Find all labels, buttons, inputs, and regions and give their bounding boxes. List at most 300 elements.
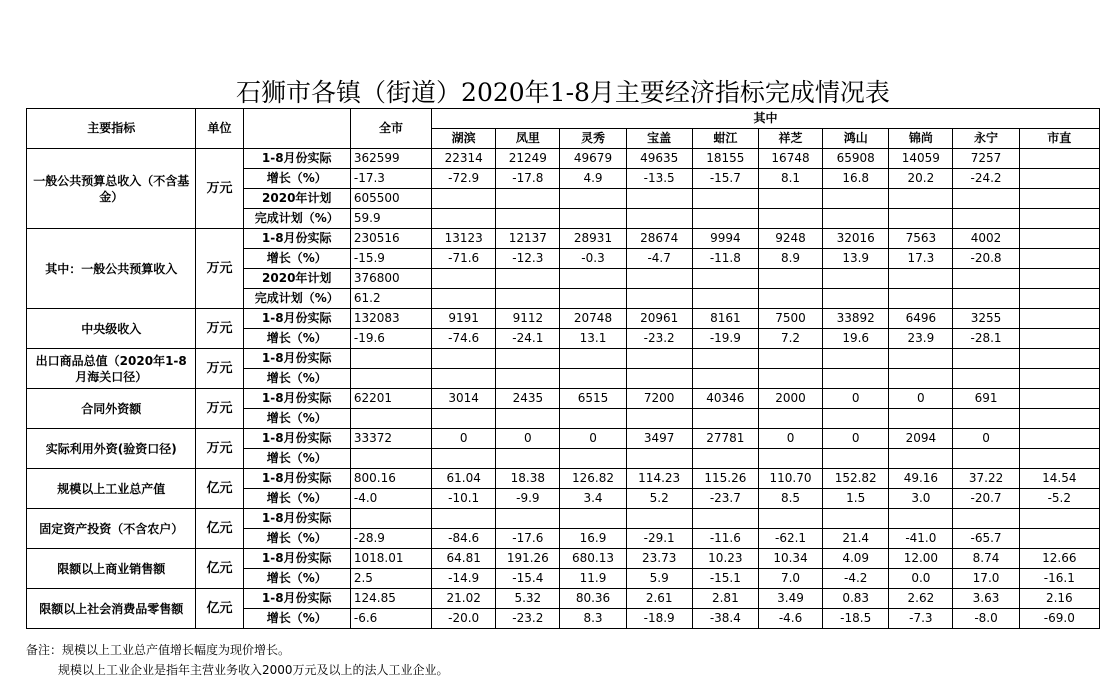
indicator-name: 一般公共预算总收入（不含基金） <box>27 149 196 229</box>
town-value-cell: 8.1 <box>758 169 822 189</box>
town-value-cell <box>626 409 692 429</box>
town-value-cell <box>1019 169 1099 189</box>
town-value-cell <box>1019 429 1099 449</box>
town-value-cell <box>889 209 953 229</box>
total-value-cell: 362599 <box>350 149 431 169</box>
town-value-cell <box>953 209 1019 229</box>
town-value-cell: 18155 <box>692 149 758 169</box>
town-value-cell <box>1019 509 1099 529</box>
town-value-cell <box>1019 329 1099 349</box>
total-value-cell: 800.16 <box>350 469 431 489</box>
indicator-unit: 万元 <box>196 309 243 349</box>
town-value-cell: 0 <box>953 429 1019 449</box>
sub-indicator-label: 完成计划（%） <box>243 209 350 229</box>
town-value-cell <box>560 209 626 229</box>
town-value-cell <box>692 289 758 309</box>
town-value-cell <box>496 369 560 389</box>
town-value-cell: 12137 <box>496 229 560 249</box>
indicator-unit: 亿元 <box>196 589 243 629</box>
town-value-cell: 20961 <box>626 309 692 329</box>
town-value-cell: -29.1 <box>626 529 692 549</box>
header-indicator: 主要指标 <box>27 109 196 149</box>
town-value-cell <box>692 189 758 209</box>
table-row <box>27 469 1100 489</box>
town-value-cell <box>889 409 953 429</box>
town-value-cell <box>823 409 889 429</box>
town-value-cell <box>1019 349 1099 369</box>
town-value-cell: -14.9 <box>432 569 496 589</box>
town-value-cell <box>1019 209 1099 229</box>
town-value-cell <box>1019 369 1099 389</box>
town-value-cell: -4.2 <box>823 569 889 589</box>
total-value-cell: -28.9 <box>350 529 431 549</box>
town-value-cell: 27781 <box>692 429 758 449</box>
town-value-cell: -18.9 <box>626 609 692 629</box>
town-value-cell: 3.63 <box>953 589 1019 609</box>
town-value-cell: -11.8 <box>692 249 758 269</box>
town-value-cell <box>823 189 889 209</box>
town-value-cell <box>823 349 889 369</box>
town-value-cell <box>758 349 822 369</box>
town-value-cell: 0 <box>823 389 889 409</box>
town-value-cell: 7.0 <box>758 569 822 589</box>
town-value-cell: 19.6 <box>823 329 889 349</box>
header-total: 全市 <box>350 109 431 149</box>
town-value-cell: 16748 <box>758 149 822 169</box>
total-value-cell: 61.2 <box>350 289 431 309</box>
town-value-cell <box>496 449 560 469</box>
town-value-cell: 49.16 <box>889 469 953 489</box>
town-value-cell <box>496 289 560 309</box>
town-value-cell <box>758 409 822 429</box>
sub-indicator-label: 1-8月份实际 <box>243 229 350 249</box>
total-value-cell: 2.5 <box>350 569 431 589</box>
town-value-cell: -72.9 <box>432 169 496 189</box>
town-value-cell: 0 <box>758 429 822 449</box>
sub-indicator-label: 增长（%） <box>243 449 350 469</box>
town-value-cell: 20.2 <box>889 169 953 189</box>
town-value-cell: -20.7 <box>953 489 1019 509</box>
town-value-cell: 49679 <box>560 149 626 169</box>
header-town: 祥芝 <box>758 129 822 149</box>
town-value-cell: 0.0 <box>889 569 953 589</box>
indicator-unit: 亿元 <box>196 469 243 509</box>
sub-indicator-label: 1-8月份实际 <box>243 469 350 489</box>
header-town: 宝盖 <box>626 129 692 149</box>
town-value-cell: -23.2 <box>496 609 560 629</box>
indicator-name: 合同外资额 <box>27 389 196 429</box>
town-value-cell: 14.54 <box>1019 469 1099 489</box>
town-value-cell <box>889 509 953 529</box>
town-value-cell: 110.70 <box>758 469 822 489</box>
town-value-cell: 0 <box>560 429 626 449</box>
sub-indicator-label: 1-8月份实际 <box>243 549 350 569</box>
town-value-cell <box>560 269 626 289</box>
header-town: 灵秀 <box>560 129 626 149</box>
total-value-cell <box>350 369 431 389</box>
town-value-cell: -84.6 <box>432 529 496 549</box>
town-value-cell <box>953 509 1019 529</box>
town-value-cell: 691 <box>953 389 1019 409</box>
table-row <box>27 229 1100 249</box>
table-row <box>27 549 1100 569</box>
town-value-cell: 6496 <box>889 309 953 329</box>
town-value-cell: -17.6 <box>496 529 560 549</box>
town-value-cell: 2.81 <box>692 589 758 609</box>
header-row <box>27 109 1100 129</box>
town-value-cell: 18.38 <box>496 469 560 489</box>
header-town: 蚶江 <box>692 129 758 149</box>
town-value-cell <box>626 289 692 309</box>
town-value-cell: 13123 <box>432 229 496 249</box>
town-value-cell: 126.82 <box>560 469 626 489</box>
town-value-cell <box>432 209 496 229</box>
town-value-cell: 152.82 <box>823 469 889 489</box>
town-value-cell: 6515 <box>560 389 626 409</box>
town-value-cell: 680.13 <box>560 549 626 569</box>
town-value-cell <box>953 349 1019 369</box>
town-value-cell <box>953 269 1019 289</box>
town-value-cell <box>432 269 496 289</box>
town-value-cell: 64.81 <box>432 549 496 569</box>
sub-indicator-label: 1-8月份实际 <box>243 589 350 609</box>
town-value-cell <box>1019 149 1099 169</box>
table-row <box>27 349 1100 369</box>
town-value-cell: -0.3 <box>560 249 626 269</box>
town-value-cell: 20748 <box>560 309 626 329</box>
town-value-cell: 4.9 <box>560 169 626 189</box>
town-value-cell: 33892 <box>823 309 889 329</box>
town-value-cell <box>692 269 758 289</box>
town-value-cell: 65908 <box>823 149 889 169</box>
total-value-cell: 376800 <box>350 269 431 289</box>
town-value-cell <box>889 349 953 369</box>
town-value-cell: 8.5 <box>758 489 822 509</box>
town-value-cell: 4.09 <box>823 549 889 569</box>
town-value-cell: -18.5 <box>823 609 889 629</box>
town-value-cell: 2.61 <box>626 589 692 609</box>
sub-indicator-label: 完成计划（%） <box>243 289 350 309</box>
indicator-unit: 万元 <box>196 149 243 229</box>
town-value-cell: 8.9 <box>758 249 822 269</box>
page-title: 石狮市各镇（街道）2020年1-8月主要经济指标完成情况表 <box>236 78 890 107</box>
town-value-cell: -11.6 <box>692 529 758 549</box>
town-value-cell: 0 <box>432 429 496 449</box>
town-value-cell <box>1019 249 1099 269</box>
town-value-cell <box>692 409 758 429</box>
indicator-name: 固定资产投资（不含农户） <box>27 509 196 549</box>
town-value-cell <box>758 269 822 289</box>
town-value-cell: -20.0 <box>432 609 496 629</box>
indicator-name: 其中：一般公共预算收入 <box>27 229 196 309</box>
sub-indicator-label: 增长（%） <box>243 329 350 349</box>
town-value-cell <box>758 449 822 469</box>
town-value-cell: -16.1 <box>1019 569 1099 589</box>
town-value-cell: -62.1 <box>758 529 822 549</box>
town-value-cell <box>692 209 758 229</box>
town-value-cell: 3255 <box>953 309 1019 329</box>
town-value-cell: -9.9 <box>496 489 560 509</box>
town-value-cell: 16.8 <box>823 169 889 189</box>
town-value-cell: 8161 <box>692 309 758 329</box>
footnote: 规模以上工业企业是指年主营业务收入2000万元及以上的法人工业企业。 <box>58 663 449 677</box>
town-value-cell <box>626 369 692 389</box>
town-value-cell: 2.62 <box>889 589 953 609</box>
town-value-cell <box>889 369 953 389</box>
town-value-cell <box>626 189 692 209</box>
town-value-cell <box>758 209 822 229</box>
town-value-cell: -74.6 <box>432 329 496 349</box>
indicator-name: 中央级收入 <box>27 309 196 349</box>
town-value-cell: 114.23 <box>626 469 692 489</box>
town-value-cell <box>1019 229 1099 249</box>
town-value-cell <box>626 349 692 369</box>
table-row <box>27 509 1100 529</box>
town-value-cell <box>560 449 626 469</box>
town-value-cell: -20.8 <box>953 249 1019 269</box>
total-value-cell <box>350 349 431 369</box>
town-value-cell <box>758 189 822 209</box>
sub-indicator-label: 增长（%） <box>243 169 350 189</box>
town-value-cell: -24.1 <box>496 329 560 349</box>
town-value-cell: 0.83 <box>823 589 889 609</box>
town-value-cell: 191.26 <box>496 549 560 569</box>
header-unit: 单位 <box>196 109 243 149</box>
town-value-cell: 8.74 <box>953 549 1019 569</box>
total-value-cell: 605500 <box>350 189 431 209</box>
town-value-cell: 9248 <box>758 229 822 249</box>
town-value-cell: -15.1 <box>692 569 758 589</box>
town-value-cell: 10.23 <box>692 549 758 569</box>
sub-indicator-label: 1-8月份实际 <box>243 309 350 329</box>
town-value-cell: 3497 <box>626 429 692 449</box>
sub-indicator-label: 增长（%） <box>243 529 350 549</box>
header-town: 锦尚 <box>889 129 953 149</box>
total-value-cell: 62201 <box>350 389 431 409</box>
town-value-cell: 3.0 <box>889 489 953 509</box>
town-value-cell <box>823 209 889 229</box>
total-value-cell: -4.0 <box>350 489 431 509</box>
town-value-cell: -12.3 <box>496 249 560 269</box>
header-blank <box>243 109 350 149</box>
town-value-cell <box>496 409 560 429</box>
town-value-cell: -41.0 <box>889 529 953 549</box>
table-row <box>27 389 1100 409</box>
indicator-name: 限额以上社会消费品零售额 <box>27 589 196 629</box>
town-value-cell: 7.2 <box>758 329 822 349</box>
sub-indicator-label: 2020年计划 <box>243 189 350 209</box>
town-value-cell: 13.1 <box>560 329 626 349</box>
town-value-cell <box>432 449 496 469</box>
town-value-cell <box>953 409 1019 429</box>
total-value-cell: 124.85 <box>350 589 431 609</box>
sub-indicator-label: 1-8月份实际 <box>243 509 350 529</box>
town-value-cell: 3014 <box>432 389 496 409</box>
total-value-cell: -15.9 <box>350 249 431 269</box>
town-value-cell: 17.0 <box>953 569 1019 589</box>
town-value-cell <box>823 509 889 529</box>
town-value-cell: 28674 <box>626 229 692 249</box>
total-value-cell <box>350 409 431 429</box>
town-value-cell: 11.9 <box>560 569 626 589</box>
town-value-cell <box>560 369 626 389</box>
sub-indicator-label: 增长（%） <box>243 489 350 509</box>
town-value-cell <box>432 509 496 529</box>
town-value-cell: -38.4 <box>692 609 758 629</box>
sub-indicator-label: 2020年计划 <box>243 269 350 289</box>
town-value-cell: 5.9 <box>626 569 692 589</box>
town-value-cell: -10.1 <box>432 489 496 509</box>
town-value-cell: 37.22 <box>953 469 1019 489</box>
sub-indicator-label: 1-8月份实际 <box>243 389 350 409</box>
header-town: 市直 <box>1019 129 1099 149</box>
town-value-cell: 9112 <box>496 309 560 329</box>
town-value-cell: 22314 <box>432 149 496 169</box>
town-value-cell: 21249 <box>496 149 560 169</box>
town-value-cell: 0 <box>823 429 889 449</box>
town-value-cell: -17.8 <box>496 169 560 189</box>
town-value-cell: 4002 <box>953 229 1019 249</box>
town-value-cell <box>496 209 560 229</box>
town-value-cell <box>1019 189 1099 209</box>
town-value-cell <box>823 269 889 289</box>
town-value-cell: 0 <box>889 389 953 409</box>
town-value-cell <box>496 189 560 209</box>
town-value-cell: 115.26 <box>692 469 758 489</box>
town-value-cell: 7257 <box>953 149 1019 169</box>
town-value-cell <box>626 449 692 469</box>
town-value-cell <box>432 409 496 429</box>
town-value-cell <box>758 369 822 389</box>
town-value-cell <box>560 189 626 209</box>
town-value-cell: 2000 <box>758 389 822 409</box>
town-value-cell: -13.5 <box>626 169 692 189</box>
town-value-cell: 0 <box>496 429 560 449</box>
indicator-unit: 万元 <box>196 229 243 309</box>
town-value-cell: -4.6 <box>758 609 822 629</box>
town-value-cell <box>1019 449 1099 469</box>
town-value-cell: 23.73 <box>626 549 692 569</box>
town-value-cell: 5.2 <box>626 489 692 509</box>
town-value-cell <box>953 189 1019 209</box>
town-value-cell: 16.9 <box>560 529 626 549</box>
town-value-cell <box>560 409 626 429</box>
total-value-cell: 132083 <box>350 309 431 329</box>
town-value-cell <box>1019 409 1099 429</box>
town-value-cell <box>953 289 1019 309</box>
town-value-cell: -71.6 <box>432 249 496 269</box>
indicator-unit: 万元 <box>196 389 243 429</box>
town-value-cell <box>692 449 758 469</box>
sub-indicator-label: 1-8月份实际 <box>243 149 350 169</box>
town-value-cell <box>496 269 560 289</box>
sub-indicator-label: 1-8月份实际 <box>243 429 350 449</box>
town-value-cell <box>432 369 496 389</box>
town-value-cell <box>626 269 692 289</box>
town-value-cell <box>432 349 496 369</box>
town-value-cell: 7563 <box>889 229 953 249</box>
town-value-cell: 7200 <box>626 389 692 409</box>
town-value-cell <box>626 209 692 229</box>
town-value-cell: 21.4 <box>823 529 889 549</box>
town-value-cell: 23.9 <box>889 329 953 349</box>
table-row <box>27 149 1100 169</box>
indicator-unit: 万元 <box>196 429 243 469</box>
header-among: 其中 <box>432 109 1100 129</box>
town-value-cell: 40346 <box>692 389 758 409</box>
table-row <box>27 309 1100 329</box>
total-value-cell <box>350 449 431 469</box>
indicator-name: 实际利用外资(验资口径) <box>27 429 196 469</box>
town-value-cell <box>1019 309 1099 329</box>
total-value-cell: -17.3 <box>350 169 431 189</box>
town-value-cell <box>823 449 889 469</box>
total-value-cell: -6.6 <box>350 609 431 629</box>
indicator-name: 规模以上工业总产值 <box>27 469 196 509</box>
town-value-cell: 12.00 <box>889 549 953 569</box>
town-value-cell: 28931 <box>560 229 626 249</box>
town-value-cell <box>560 349 626 369</box>
town-value-cell <box>692 509 758 529</box>
table-row <box>27 429 1100 449</box>
indicator-table <box>26 108 1100 629</box>
town-value-cell: -24.2 <box>953 169 1019 189</box>
town-value-cell <box>889 289 953 309</box>
town-value-cell <box>692 349 758 369</box>
town-value-cell <box>953 449 1019 469</box>
town-value-cell <box>626 509 692 529</box>
header-town: 鸿山 <box>823 129 889 149</box>
town-value-cell <box>889 449 953 469</box>
town-value-cell: 7500 <box>758 309 822 329</box>
town-value-cell: -69.0 <box>1019 609 1099 629</box>
town-value-cell: 49635 <box>626 149 692 169</box>
sub-indicator-label: 增长（%） <box>243 609 350 629</box>
sub-indicator-label: 1-8月份实际 <box>243 349 350 369</box>
town-value-cell <box>823 369 889 389</box>
town-value-cell: -8.0 <box>953 609 1019 629</box>
indicator-unit: 亿元 <box>196 509 243 549</box>
town-value-cell: 21.02 <box>432 589 496 609</box>
town-value-cell: 1.5 <box>823 489 889 509</box>
sub-indicator-label: 增长（%） <box>243 409 350 429</box>
total-value-cell: 1018.01 <box>350 549 431 569</box>
town-value-cell <box>432 189 496 209</box>
town-value-cell: 5.32 <box>496 589 560 609</box>
town-value-cell: -15.4 <box>496 569 560 589</box>
town-value-cell: -23.2 <box>626 329 692 349</box>
town-value-cell: -5.2 <box>1019 489 1099 509</box>
town-value-cell: 17.3 <box>889 249 953 269</box>
total-value-cell <box>350 509 431 529</box>
total-value-cell: -19.6 <box>350 329 431 349</box>
town-value-cell <box>1019 389 1099 409</box>
total-value-cell: 33372 <box>350 429 431 449</box>
town-value-cell: 2435 <box>496 389 560 409</box>
town-value-cell <box>1019 529 1099 549</box>
table-row <box>27 589 1100 609</box>
town-value-cell: 61.04 <box>432 469 496 489</box>
town-value-cell: -65.7 <box>953 529 1019 549</box>
town-value-cell: 32016 <box>823 229 889 249</box>
town-value-cell: 14059 <box>889 149 953 169</box>
town-value-cell <box>889 269 953 289</box>
town-value-cell: -28.1 <box>953 329 1019 349</box>
header-town: 湖滨 <box>432 129 496 149</box>
indicator-unit: 万元 <box>196 349 243 389</box>
town-value-cell: -19.9 <box>692 329 758 349</box>
town-value-cell: -15.7 <box>692 169 758 189</box>
